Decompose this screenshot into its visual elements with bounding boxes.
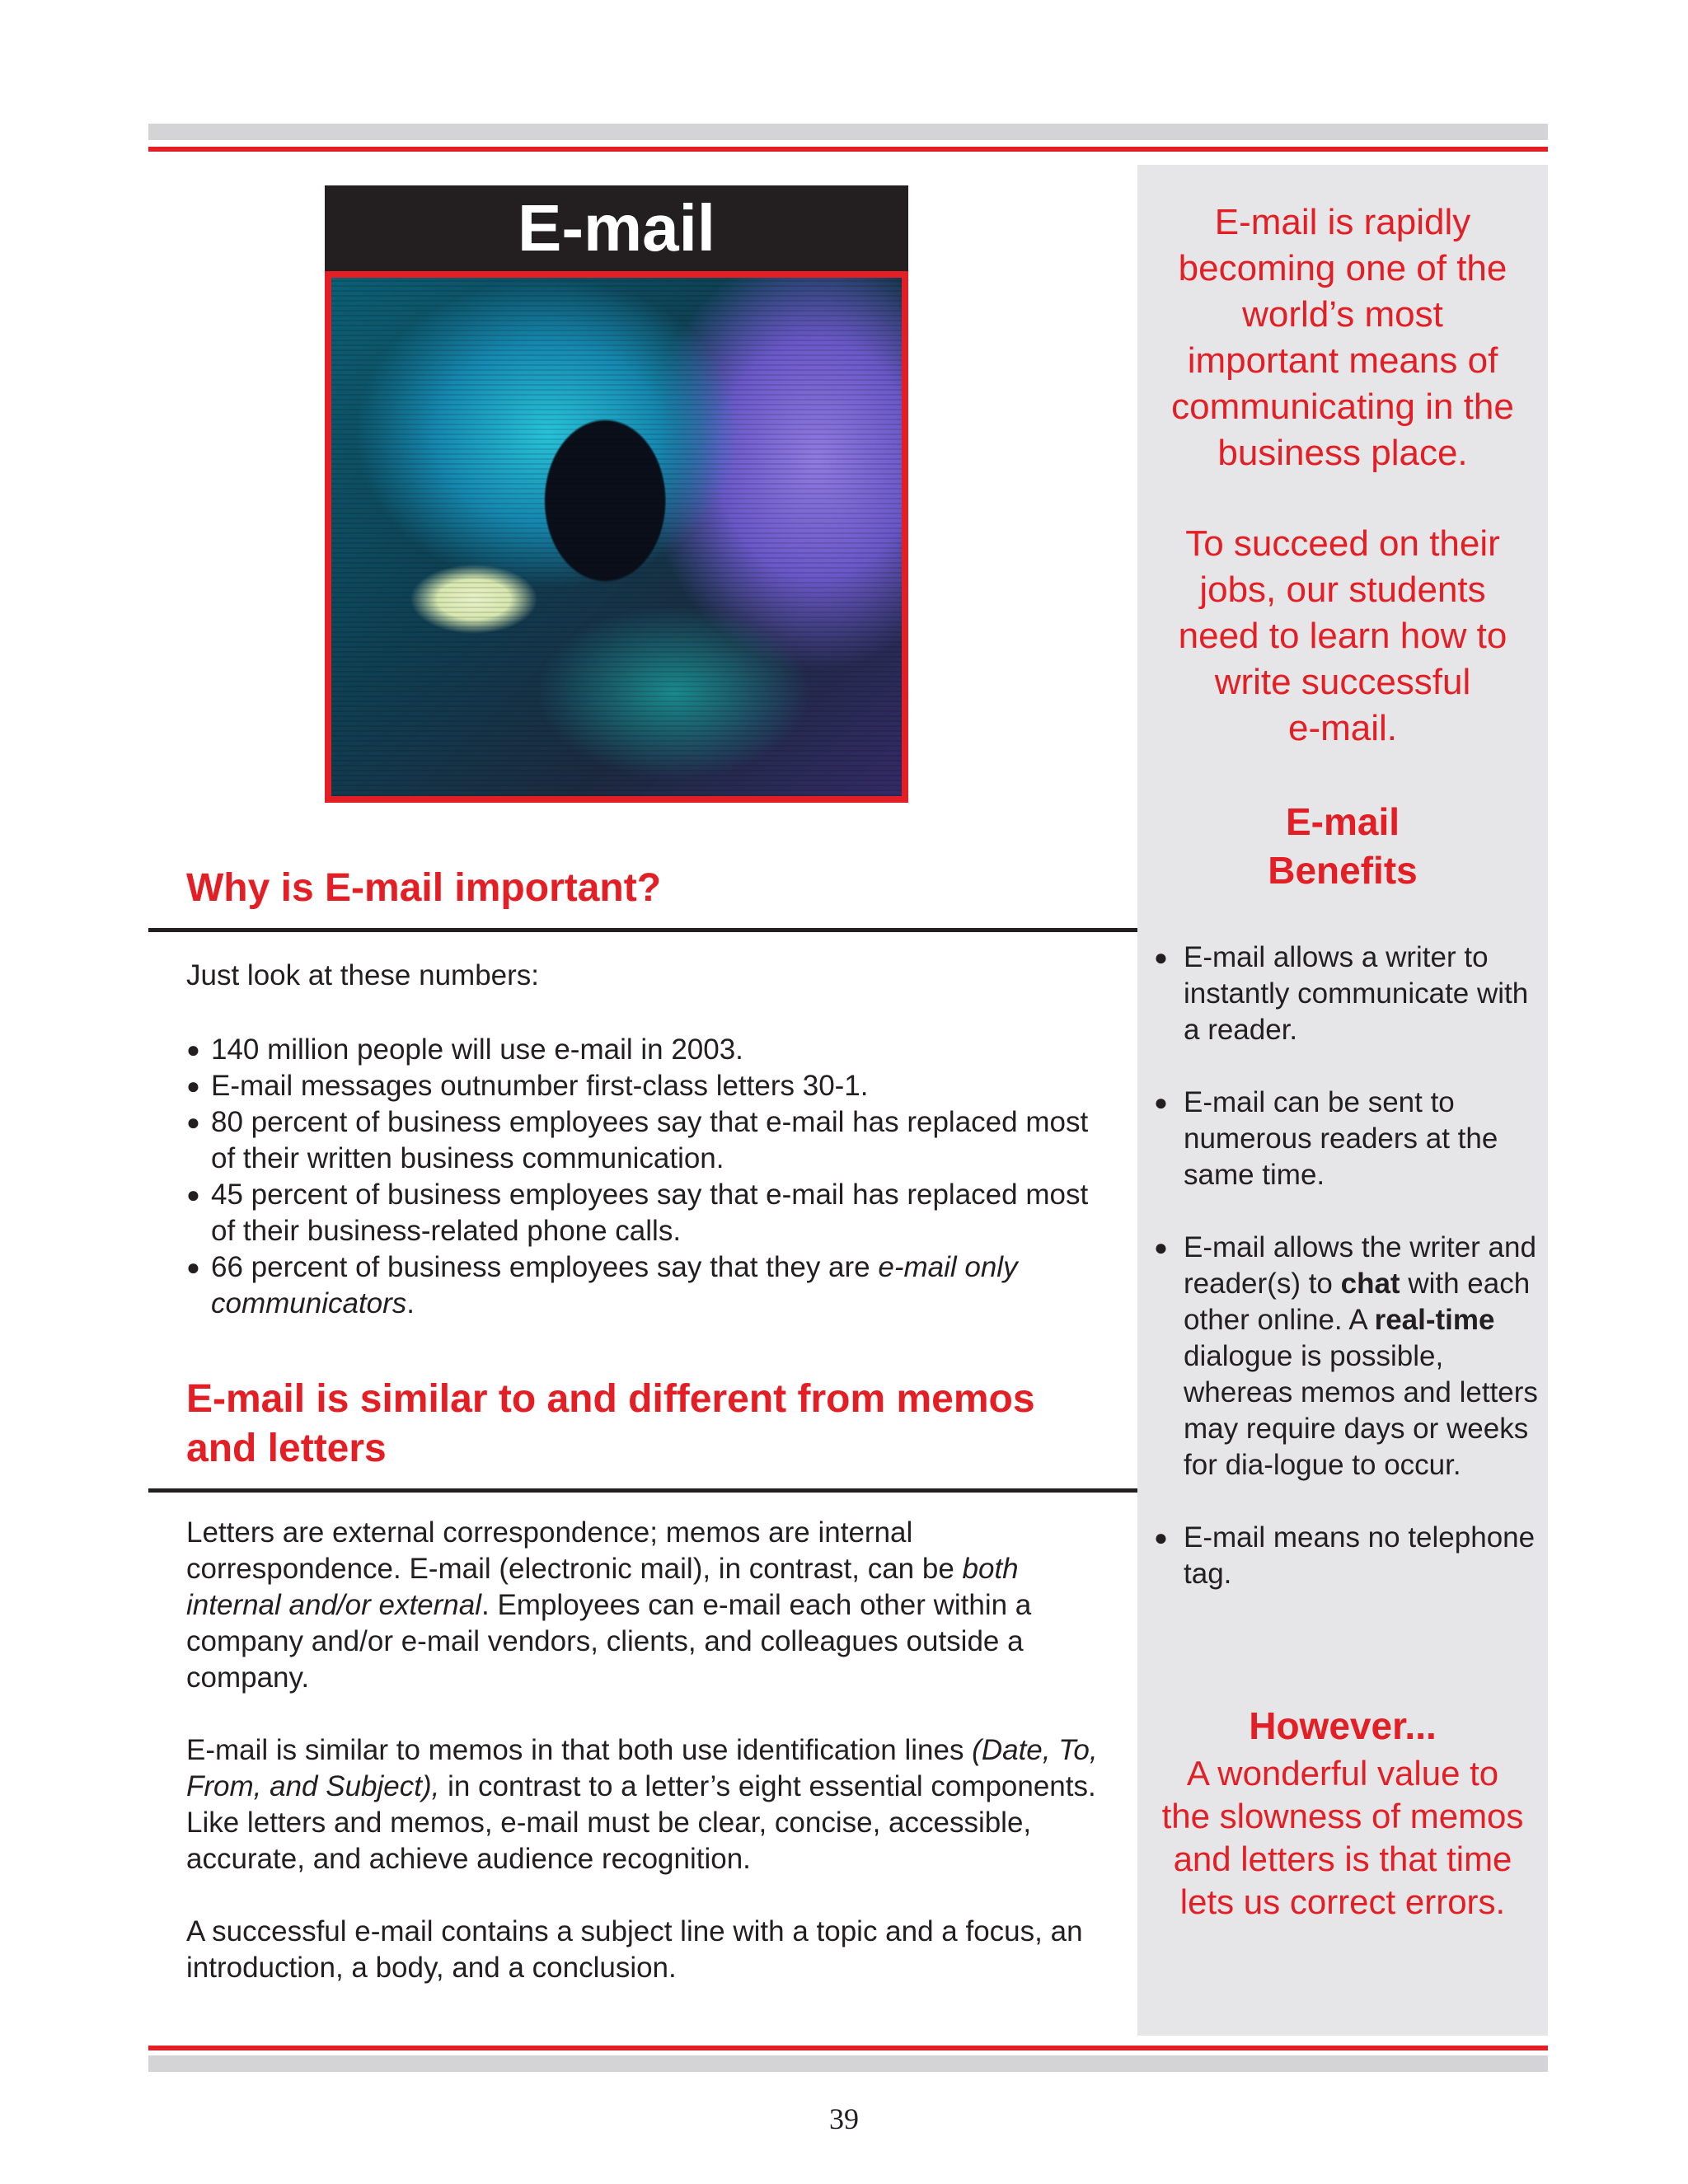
- bullet-icon: ●: [1154, 944, 1168, 970]
- however-heading: However...: [1249, 1704, 1437, 1747]
- bullet-icon: ●: [1154, 1525, 1168, 1550]
- benefit-item: ● E-mail allows the writer and reader(s) to chat with each other online. A real-time dialogue is possible, whereas memos and letters may require days or weeks for dia-logue to occur.: [1154, 1231, 1538, 1481]
- bullet-icon: ●: [186, 1182, 200, 1207]
- bullet-icon: ●: [186, 1254, 200, 1280]
- similar-paragraph-1: Letters are external correspondence; memos are internal correspondence. E-mail (electronic mail), in contrast, can be both internal and/or external. Employees can e-mail each other within a company and/or e-mail vendors, clients, and colleagues outside a company.: [186, 1516, 1032, 1694]
- why-heading: Why is E-mail important?: [186, 866, 662, 910]
- stat-item: ● 80 percent of business employees say that e-mail has replaced most of their written business communication.: [186, 1106, 1089, 1174]
- top-gray-rule: [148, 124, 1548, 140]
- benefit-item: ● E-mail can be sent to numerous readers at the same time.: [1154, 1086, 1498, 1191]
- section-rule: [148, 1488, 1137, 1493]
- similar-paragraph-3: A successful e-mail contains a subject line with a topic and a focus, an introduction, a body, and a conclusion.: [186, 1915, 1083, 1984]
- bullet-icon: ●: [1154, 1090, 1168, 1115]
- why-lead: Just look at these numbers:: [186, 959, 539, 991]
- page-number: 39: [829, 2102, 859, 2135]
- benefits-list: [1154, 940, 1541, 1629]
- scanline-overlay: [331, 278, 902, 796]
- sidebar-intro: E-mail is rapidly becoming one of the world’s most important means of communicating in the business place.: [1171, 202, 1514, 473]
- bullet-icon: ●: [186, 1073, 200, 1099]
- page-title: E-mail: [325, 185, 908, 271]
- stat-item: ● E-mail messages outnumber first-class letters 30-1.: [186, 1068, 1118, 1104]
- benefit-item: ● E-mail means no telephone tag.: [1154, 1521, 1536, 1590]
- stat-item: ● 140 million people will use e-mail in 2003.: [186, 1032, 1118, 1068]
- stats-list: [186, 1032, 1118, 1322]
- bottom-gray-rule: [148, 2055, 1548, 2072]
- sidebar-succeed: To succeed on their jobs, our students need to learn how to write successful e-mail.: [1178, 523, 1507, 748]
- bullet-icon: ●: [1154, 1235, 1168, 1260]
- stat-item: ● 45 percent of business employees say that e-mail has replaced most of their business-related phone calls.: [186, 1179, 1089, 1247]
- however-text: A wonderful value to the slowness of memos and letters is that time lets us correct errors.: [1161, 1754, 1524, 1921]
- similar-heading: E-mail is similar to and different from memos and letters: [186, 1377, 1035, 1470]
- benefits-heading: E-mail Benefits: [1268, 800, 1418, 892]
- similar-paragraph-2: E-mail is similar to memos in that both use identification lines (Date, To, From, and Subject), in contrast to a letter’s eight essential components. Like letters and memos, e-mail must be clear, concise, accessible, accurate, and achieve audience recognition.: [186, 1734, 1098, 1875]
- bullet-icon: ●: [186, 1109, 200, 1135]
- face-photo: [325, 271, 908, 803]
- similar-body: [186, 1515, 1118, 2022]
- top-red-rule: [148, 147, 1548, 152]
- stat-item: ● 66 percent of business employees say that they are e-mail only communicators.: [186, 1251, 1018, 1319]
- bottom-red-rule: [148, 2046, 1548, 2050]
- benefit-item: ● E-mail allows a writer to instantly communicate with a reader.: [1154, 941, 1529, 1046]
- bullet-icon: ●: [186, 1037, 200, 1062]
- real-time-term: real-time: [1374, 1304, 1495, 1336]
- chat-term: chat: [1340, 1268, 1400, 1300]
- section-rule: [148, 928, 1137, 932]
